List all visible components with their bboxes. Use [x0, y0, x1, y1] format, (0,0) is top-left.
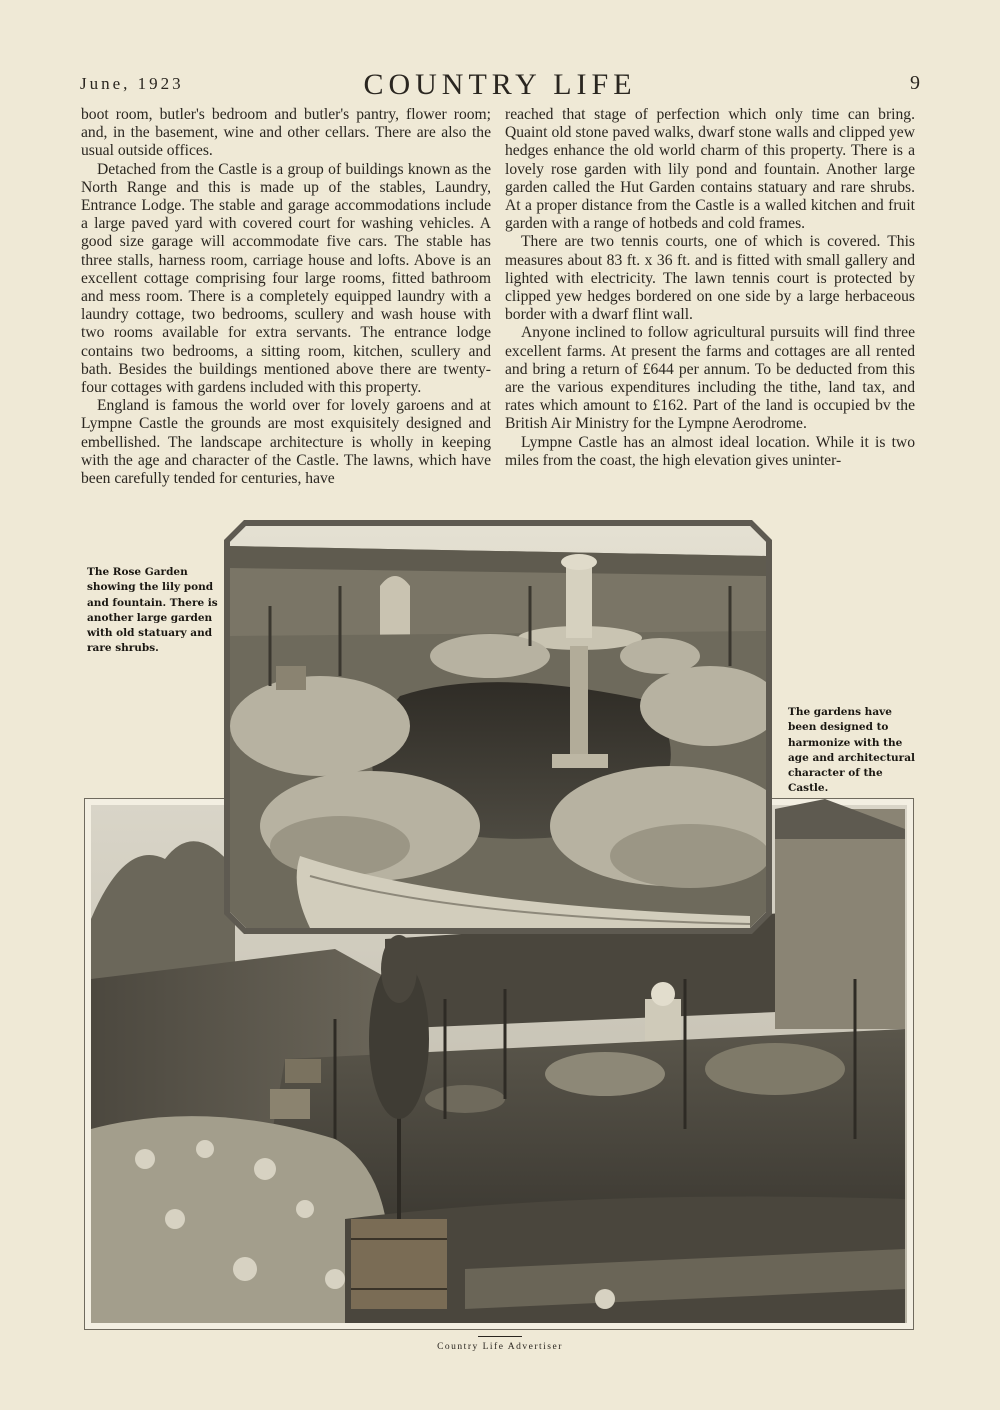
paragraph: Lympne Castle has an almost ideal location. While it is two miles from the coast, the high elevation gives uninter-	[505, 433, 915, 469]
footer-rule	[478, 1336, 522, 1337]
page-header	[80, 68, 920, 108]
paragraph: There are two tennis courts, one of which is covered. This measures about 83 ft. x 36 ft. and is fitted with small gallery and lighted with electricity. The lawn tennis court is protected by clipped yew hedges bordered on one side by a large herbaceous border with a dwarf flint wall.	[505, 233, 915, 324]
magazine-title: COUNTRY LIFE	[363, 68, 637, 101]
paragraph: reached that stage of perfection which only time can bring. Quaint old stone paved walks, dwarf stone walls and clipped yew hedges enhance the old world charm of this property. There is a lovely rose garden with lily pond and fountain. Another large garden called the Hut Garden contains statuary and rare shrubs. At a proper distance from the Castle is a walled kitchen and fruit garden with a range of hotbeds and cold frames.	[505, 106, 915, 233]
paragraph: Anyone inclined to follow agricultural pursuits will find three excellent farms. At present the farms and cottages are all rented and bring a return of £644 per annum. To be deducted from this are the various expenditures including the tithe, land tax, and rates which amount to £162. Part of the land is occupied bv the British Air Ministry for the Lympne Aerodrome.	[505, 324, 915, 433]
issue-date: June, 1923	[80, 74, 184, 93]
rose-garden-image	[230, 526, 766, 928]
photo-rose-garden-frame	[224, 520, 772, 934]
text-column-left	[81, 106, 491, 488]
paragraph: boot room, butler's bedroom and butler's pantry, flower room; and, in the basement, wine and other cellars. There are also the usual outside offices.	[81, 106, 491, 160]
photo-rose-garden	[230, 526, 766, 928]
page-number: 9	[910, 72, 920, 94]
text-column-right	[505, 106, 915, 470]
footer-publication: Country Life Advertiser	[437, 1342, 563, 1352]
paragraph: Detached from the Castle is a group of buildings known as the North Range and this is made up of the stables, Laundry, Entrance Lodge. The stable and garage accommodations include a large paved yard with covered court for washing vehicles. A good size garage will accommodate five cars. The stable has three stalls, harness room, carriage house and lofts. Above is an excellent cottage comprising four large rooms, fitted bathroom and mess room. There is a completely equipped laundry with a laundry cottage, two bedrooms, scullery and wash house with two rooms available for extra servants. The entrance lodge contains two bedrooms, a sitting room, kitchen, scullery and bath. Besides the buildings mentioned above there are twenty-four cottages with gardens included with this property.	[81, 160, 491, 397]
paragraph: England is famous the world over for lovely garoens and at Lympne Castle the grounds are most exquisitely designed and embellished. The landscape architecture is wholly in keeping with the age and character of the Castle. The lawns, which have been carefully tended for centuries, have	[81, 397, 491, 488]
photo-caption-gardens: The gardens have been designed to harmonize with the age and architectural character of the Castle.	[788, 706, 915, 795]
photo-caption-rose-garden: The Rose Garden showing the lily pond and fountain. There is another large garden with old statuary and rare shrubs.	[87, 566, 218, 655]
